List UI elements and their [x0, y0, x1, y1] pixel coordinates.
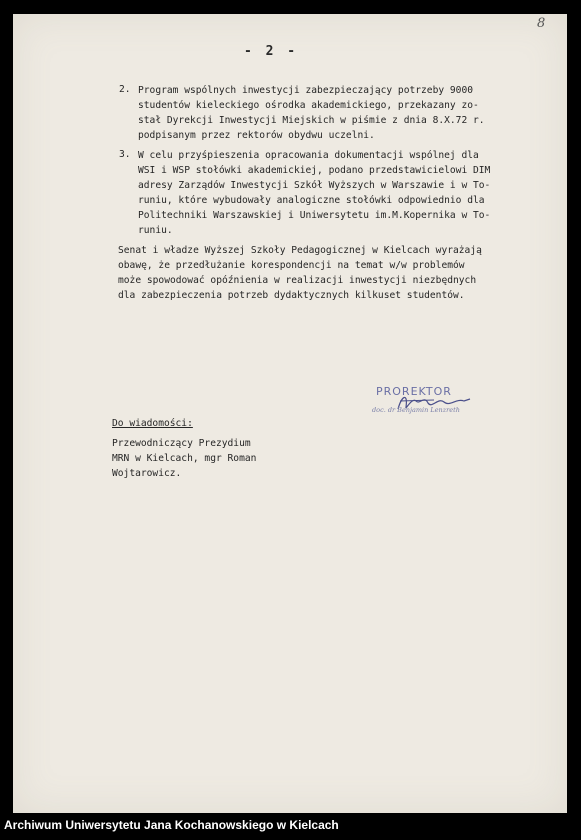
stamp-name: doc. dr Benjamin Lenzreth: [372, 406, 460, 414]
item-number: 2.: [119, 84, 131, 95]
item-number: 3.: [119, 149, 131, 160]
closing-line: Senat i władze Wyższej Szkoły Pedagogicznej w Kielcach wyrażają: [118, 245, 482, 256]
cc-line: Wojtarowicz.: [112, 468, 182, 479]
closing-line: dla zabezpieczenia potrzeb dydaktycznych kilkuset studentów.: [118, 290, 465, 301]
closing-line: może spowodować opóźnienia w realizacji inwestycji niezbędnych: [118, 275, 477, 286]
item-line: Politechniki Warszawskiej i Uniwersytetu im.M.Kopernika w To-: [138, 210, 491, 221]
item-line: studentów kieleckiego ośrodka akademickiego, przekazany zo-: [138, 100, 479, 111]
closing-line: obawę, że przedłużanie korespondencji na temat w/w problemów: [118, 260, 465, 271]
item-line: podpisanym przez rektorów obydwu uczelni.: [138, 130, 375, 141]
stamp-title: PROREKTOR: [376, 385, 452, 398]
archive-footer: Archiwum Uniwersytetu Jana Kochanowskiego w Kielcach: [4, 818, 339, 832]
page-marker: - 2 -: [244, 44, 299, 59]
cc-line: Przewodniczący Prezydium: [112, 438, 251, 449]
item-line: WSI i WSP stołówki akademickiej, podano przedstawicielowi DIM: [138, 165, 491, 176]
handwritten-page-number: 8: [537, 16, 546, 31]
item-line: Program wspólnych inwestycji zabezpieczający potrzeby 9000: [138, 85, 474, 96]
item-line: runiu, które wybudowały analogiczne stołówki odpowiednio dla: [138, 195, 485, 206]
item-line: runiu.: [138, 225, 173, 236]
cc-line: MRN w Kielcach, mgr Roman: [112, 453, 257, 464]
item-line: W celu przyśpieszenia opracowania dokumentacji wspólnej dla: [138, 150, 479, 161]
item-line: adresy Zarządów Inwestycji Szkół Wyższych w Warszawie i w To-: [138, 180, 491, 191]
cc-heading: Do wiadomości:: [112, 418, 193, 429]
item-line: stał Dyrekcji Inwestycji Miejskich w piśmie z dnia 8.X.72 r.: [138, 115, 485, 126]
